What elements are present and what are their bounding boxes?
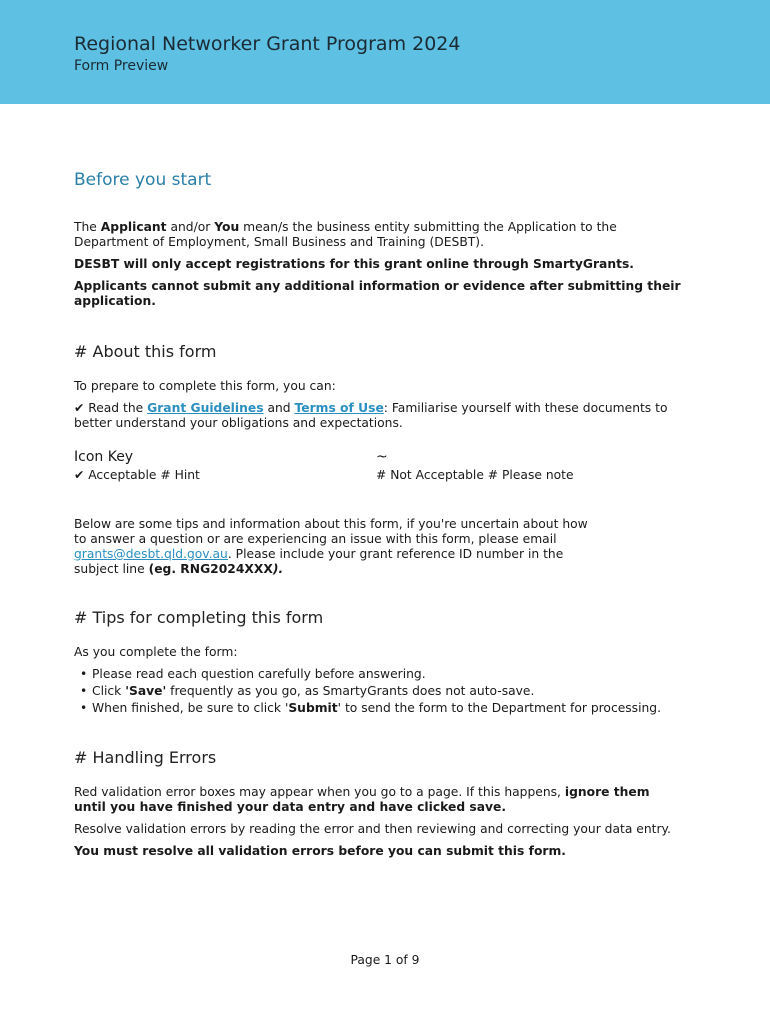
errors-p1 [74,785,684,815]
text: ' to send the form to the Department for processing. [337,701,662,715]
terms-of-use-link[interactable]: Terms of Use [294,401,384,415]
spacer [74,584,684,608]
text: ✔ Read the [74,401,148,415]
page-number: Page 1 of 9 [350,953,420,967]
icon-key-title: Icon Key [74,449,134,465]
online-notice [74,257,684,272]
applicant-term: Applicant [100,220,167,234]
spacer [74,483,684,517]
email-link[interactable]: grants@desbt.qld.gov.au [74,547,228,561]
list-item [92,701,684,716]
text: When finished, be sure to click ' [92,701,289,715]
applicant-definition [74,220,684,250]
errors-p3 [74,844,684,859]
read-guidelines [74,401,684,431]
icon-key-not-acceptable: # Not Acceptable # Please note [376,468,574,482]
about-heading: # About this form [74,342,217,361]
ignore-notice: ignore them until you have finished your data entry and have clicked save. [74,785,650,814]
errors-heading: # Handling Errors [74,748,217,767]
resolve-notice: You must resolve all validation errors before you can submit this form. [74,844,566,858]
spacer [74,316,684,342]
page-header [0,0,770,104]
form-content [74,170,684,866]
text: Red validation error boxes may appear when you go to a page. If this happens, [74,785,565,799]
icon-key [74,449,684,483]
tips-list [74,667,684,716]
reference-example-end: ). [272,562,284,576]
tips-heading: # Tips for completing this form [74,608,324,627]
spacer [74,718,684,748]
text: mean/s the business entity submitting the Application to the Department of Employment, Small Business and Training (DESBT). [74,220,617,249]
page-title: Regional Networker Grant Program 2024 [74,33,461,55]
save-term: 'Save' [125,684,167,698]
icon-key-left [74,449,376,483]
reference-example: (eg. RNG2024XXX [148,562,273,576]
online-notice-text: DESBT will only accept registrations for this grant online through SmartyGrants. [74,257,634,271]
icon-key-tilde: ~ [376,449,388,465]
text: . Please include your grant reference ID number in the subject line [74,547,564,576]
text: : Familiarise yourself with these documents to better understand your obligations and expectations. [74,401,668,430]
submit-term: Submit [288,701,338,715]
about-intro: To prepare to complete this form, you can: [74,379,336,393]
list-item: • Please read each question carefully before answering. [92,667,684,682]
you-term: You [214,220,240,234]
text: The [74,220,101,234]
text: and [263,401,295,415]
list-item [92,684,684,699]
no-additional-info-text: Applicants cannot submit any additional information or evidence after submitting their application. [74,279,681,308]
no-additional-info-notice [74,279,684,309]
text: Click [92,684,126,698]
icon-key-right [376,449,678,483]
contact-info [74,517,594,577]
icon-key-acceptable: ✔ Acceptable # Hint [74,468,200,482]
text: frequently as you go, as SmartyGrants does not auto-save. [166,684,535,698]
page-subtitle: Form Preview [74,58,169,74]
text: and/or [166,220,215,234]
grant-guidelines-link[interactable]: Grant Guidelines [147,401,264,415]
tips-intro: As you complete the form: [74,645,238,659]
before-heading: Before you start [74,170,212,190]
text: Below are some tips and information about this form, if you're uncertain about how to answer a question or are experiencing an issue with this form, please email [74,517,588,546]
errors-p2: Resolve validation errors by reading the error and then reviewing and correcting your data entry. [74,822,671,836]
